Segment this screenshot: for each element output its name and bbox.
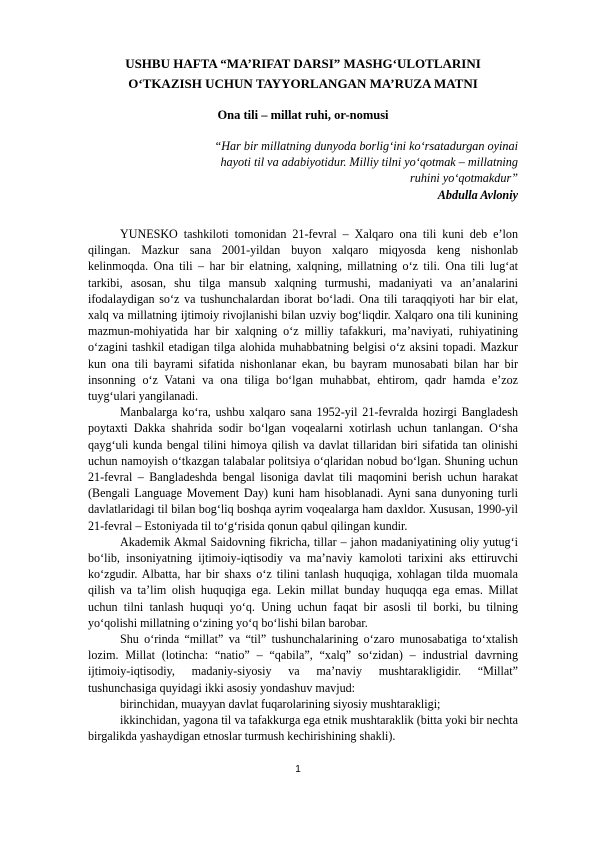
epigraph [170,138,518,203]
paragraph: Shu o‘rinda “millat” va “til” tushunchalarining o‘zaro munosabatiga to‘xtalish lozim. Millat (lotincha: “natio” – “qabila”, “xalq” so‘zidan) – industrial davrning ijtimoiy-iqtisodiy, madaniy-siyosiy va ma’naviy mushtarakligidir. “Millat” tushunchasiga quyidagi ikki asosiy yondashuv mavjud: [88,632,518,695]
paragraph: Akademik Akmal Saidovning fikricha, tillar – jahon madaniyatining oliy yutug‘i bo‘lib, insoniyatning ijtimoiy-iqtisodiy va ma’naviy kamoloti tarixini aks ettiruvchi ko‘zgudir. Albatta, har bir shaxs o‘z tilini tanlash huquqiga, xohlagan tilda muomala qilish va ta’lim olish huquqiga ega. Lekin millat bunday huquqqa ega emas. Millat uchun tilni tanlash huquqi yo‘q. Uning uchun faqat bir asosli til borki, bu tilning yo‘qolishi millatning o‘zining yo‘q bo‘lishi bilan barobar. [88,534,518,630]
document-subtitle: Ona tili – millat ruhi, or-nomusi [217,108,389,122]
paragraph: Manbalarga ko‘ra, ushbu xalqaro sana 1952-yil 21-fevralda hozirgi Bangladesh poytaxti Dakka shahrida sodir bo‘lgan voqealarni xotirlash uchun tanlangan. O‘sha qayg‘uli kunda bengal tilini himoya qilish va davlat tillaridan biri sifatida tan olinishi uchun namoyish o‘tkazgan talabalar politsiya o‘qlaridan nobud bo‘lgan. Shuning uchun 21-fevral – Bangladeshda bengal lisoniga davlat tili maqomini berish uchun harakat (Bengali Language Movement Day) kuni ham hisoblanadi. Ayni sana dunyoning turli davlatlaridagi til bilan bog‘liq boshqa ayrim voqealarga ham daxldor. Xususan, 1990-yil 21-fevral – Estoniyada til to‘g‘risida qonun qabul qilingan kundir. [88,405,518,533]
document-title-line-1: USHBU HAFTA “MA’RIFAT DARSI” MASHG‘ULOTLARINI [125,56,481,71]
paragraph: birinchidan, muayyan davlat fuqarolarining siyosiy mushtarakligi; [120,696,441,711]
body-text [88,226,518,745]
epigraph-author: Abdulla Avloniy [437,187,518,202]
paragraph: ikkinchidan, yagona til va tafakkurga ega etnik mushtaraklik (bitta yoki bir nechta birgalikda yashaydigan etnoslar turmush kechirishining shakli). [88,713,518,744]
epigraph-line-2: hayoti til va adabiyotidur. Milliy tilni yo‘qotmak – millatning [220,155,518,170]
paragraph: YUNESKO tashkiloti tomonidan 21-fevral – Xalqaro ona tili kuni deb e’lon qilingan. Mazkur sana 2001-yildan buyon xalqaro miqyosda keng nishonlab kelinmoqda. Ona tili – har bir elatning, xalqning, millatning o‘z tili. Ona tili lug‘at tarkibi, asosan, shu tilga mansub xalqning turmushi, madaniyati va an’analarini ifodalaydigan so‘z va tushunchalardan iborat bo‘ladi. Ona tili taraqqiyoti har bir elat, xalq va millatning ijtimoiy rivojlanishi bilan uzviy bog‘liqdir. Xalqaro ona tili kunining mazmun-mohiyatida har bir xalqning o‘z milliy tafakkuri, ma’naviyati, ruhiyatining o‘zagini tashkil etadigan tilga alohida muhabbatning belgisi o‘z aksini topadi. Mazkur kun ona tili bayrami sifatida nishonlanar ekan, bu bayram munosabati bilan har bir insonning o‘z Vatani va ona tiliga bo‘lgan muhabbat, ehtirom, qadr hamda e’zoz tuyg‘ulari yangilanadi. [88,227,518,404]
document-title-line-2: O‘TKAZISH UCHUN TAYYORLANGAN MA’RUZA MATNI [128,76,478,91]
epigraph-line-1: “Har bir millatning dunyoda borlig‘ini ko‘rsatadurgan oyinai [214,139,518,153]
page-number: 1 [295,764,301,775]
epigraph-line-3: ruhini yo‘qotmakdur” [410,171,518,186]
